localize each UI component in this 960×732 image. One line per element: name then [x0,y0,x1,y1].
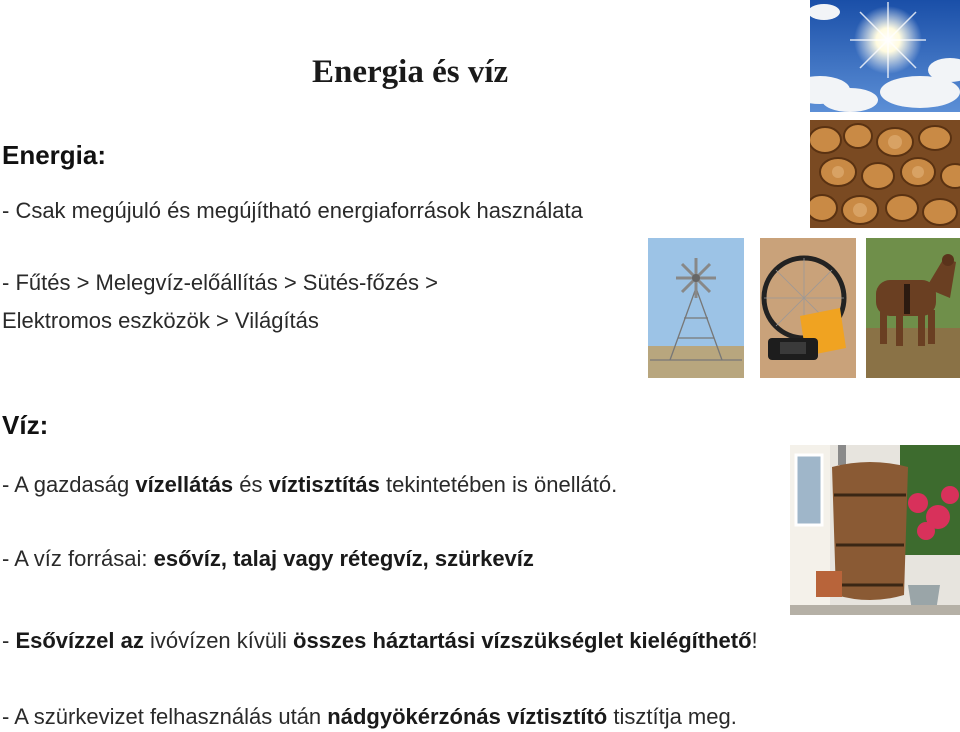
water-line-4-text: tisztítja meg. [607,704,737,729]
firewood-photo [810,120,960,228]
energy-line-2b: Elektromos eszközök > Világítás [2,308,319,333]
water-line-4-bold: nádgyökérzónás víztisztító [327,704,608,729]
windmill-photo [648,238,744,378]
water-line-1-text: - A gazdaság [2,472,136,497]
water-line-3-bold: Esővízzel az [15,628,144,653]
water-line-2 [2,544,534,574]
water-line-1-text: és [233,472,269,497]
water-line-1 [2,470,617,500]
water-line-1-bold: vízellátás [135,472,234,497]
energy-line-1: - Csak megújuló és megújítható energiaforrások használata [2,198,583,223]
water-line-1-text: tekintetében is önellátó. [379,472,618,497]
water-line-4 [2,702,737,732]
water-line-3-bold: összes háztartási vízszükséglet kielégíthető [293,628,752,653]
bicycle-generator-photo [760,238,856,378]
water-heading: Víz: [2,410,49,440]
energy-line-2a: - Fűtés > Melegvíz-előállítás > Sütés-főzés > [2,270,438,295]
water-line-4-text: - A szürkevizet felhasználás után [2,704,328,729]
sun-sky-photo [810,0,960,112]
water-line-3-text: ! [751,628,758,653]
page-title: Energia és víz [312,54,509,90]
water-line-2-text: - A víz forrásai: [2,546,154,571]
water-line-1-bold: víztisztítás [268,472,380,497]
rain-barrel-photo [790,445,960,615]
water-line-3-text: ivóvízen kívüli [143,628,294,653]
draft-horse-photo [866,238,960,378]
water-line-3 [2,626,758,656]
water-line-3-text: - [2,628,16,653]
water-line-2-bold: esővíz, talaj vagy rétegvíz, szürkevíz [153,546,534,571]
energy-heading: Energia: [2,140,107,170]
